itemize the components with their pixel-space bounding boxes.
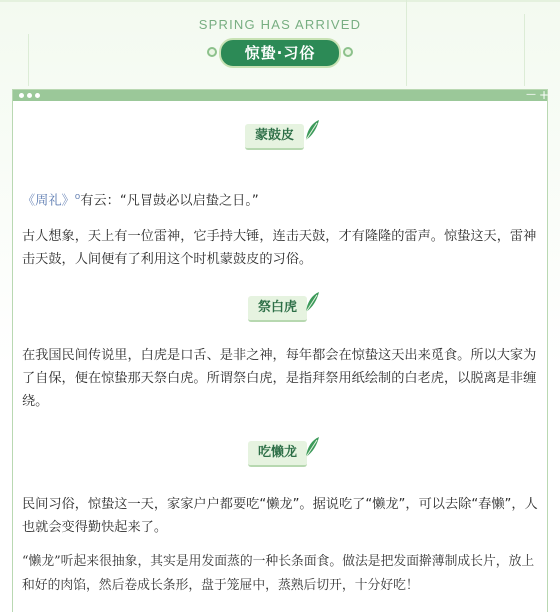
window-dot-icon (35, 93, 40, 98)
leaf-icon (303, 118, 321, 142)
add-icon[interactable]: + (539, 88, 550, 102)
section-heading-drum: 蒙鼓皮 (245, 124, 304, 150)
minimize-icon[interactable]: — (526, 89, 536, 100)
decor-line (28, 34, 29, 86)
quote-source-link[interactable]: 《周礼》 (22, 193, 75, 209)
badge-ornament-left (207, 47, 217, 57)
section-body-lazy-dragon-detail: “懒龙”听起来很抽象，其实是用发面蒸的一种长条面食。做法是把发面擀薄制成长片，放上和好的肉馅，然后卷成长条形，盘于笼屉中，蒸熟后切开，十分好吃！ (22, 554, 535, 593)
leaf-icon (303, 290, 321, 314)
top-border (0, 0, 560, 2)
quote-text: 有云：“凡冒鼓必以启蛰之日。” (80, 193, 259, 209)
section-body-white-tiger: 在我国民间传说里，白虎是口舌、是非之神，每年都会在惊蛰这天出来觅食。所以大家为了自保，便在惊蛰那天祭白虎。所谓祭白虎，是指拜祭用纸绘制的白老虎，以脱离是非缠绕。 (22, 348, 537, 409)
footnote-marker[interactable]: o (74, 192, 81, 202)
quote-line (22, 186, 544, 212)
page-title: 惊蛰·习俗 (219, 38, 341, 68)
leaf-icon (303, 435, 321, 459)
window-dot-icon (19, 93, 24, 98)
window-titlebar (13, 88, 550, 102)
badge-ornament-right (343, 47, 353, 57)
section-heading-lazy-dragon: 吃懒龙 (248, 441, 307, 467)
header-eyebrow: SPRING HAS ARRIVED (198, 17, 362, 32)
decor-line (406, 0, 407, 86)
section-body-drum: 古人想象，天上有一位雷神，它手持大锤，连击天鼓，才有隆隆的雷声。惊蛰这天，雷神击天鼓，人间便有了利用这个时机蒙鼓皮的习俗。 (22, 229, 537, 267)
section-heading-white-tiger: 祭白虎 (248, 296, 307, 322)
window-dot-icon (27, 93, 32, 98)
section-body-lazy-dragon: 民间习俗，惊蛰这一天，家家户户都要吃“懒龙”。据说吃了“懒龙”，可以去除“春懒”，人也就会变得勤快起来了。 (22, 497, 538, 535)
